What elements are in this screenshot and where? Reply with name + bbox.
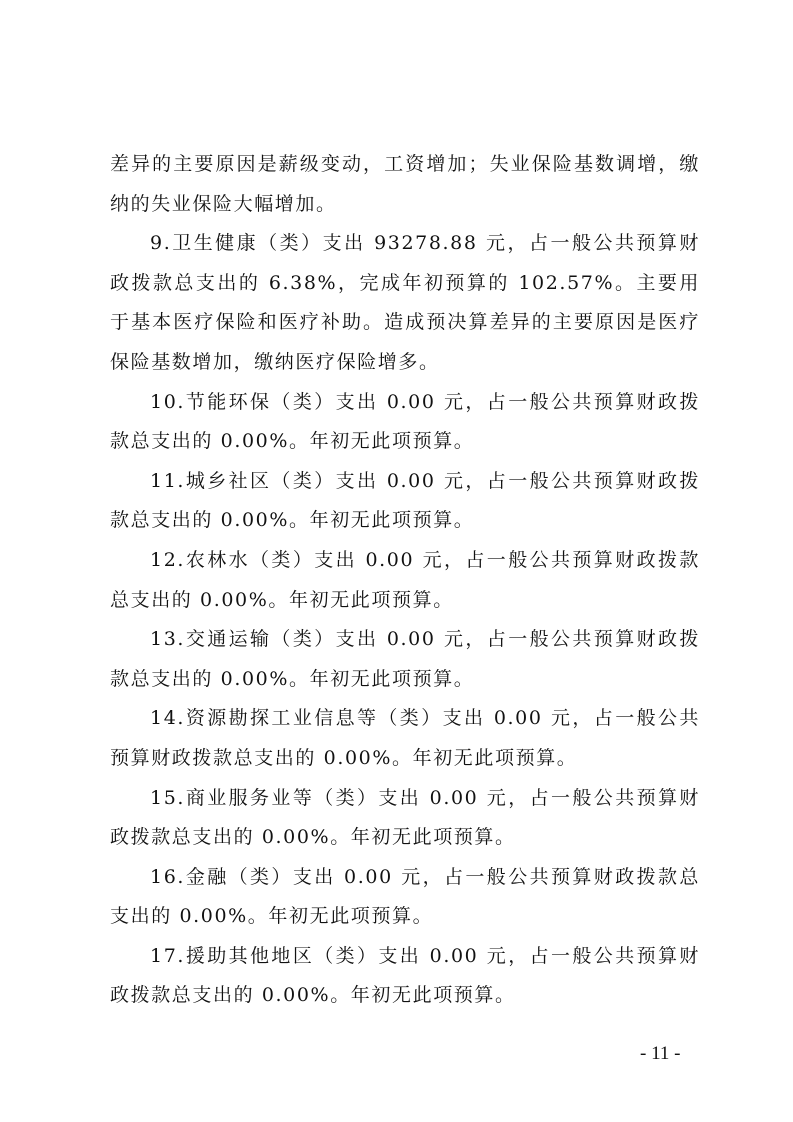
body-text bbox=[110, 145, 700, 1016]
paragraph-item-10: 10.节能环保（类）支出 0.00 元，占一般公共预算财政拨款总支出的 0.00%。年初无此项预算。 bbox=[110, 390, 700, 453]
paragraph-item-13: 13.交通运输（类）支出 0.00 元，占一般公共预算财政拨款总支出的 0.00%。年初无此项预算。 bbox=[110, 628, 700, 690]
paragraph-item-9: 9.卫生健康（类）支出 93278.88 元，占一般公共预算财政拨款总支出的 6.38%，完成年初预算的 102.57%。主要用于基本医疗保险和医疗补助。造成预决算差异的主要原因是医疗保险基数增加，缴纳医疗保险增多。 bbox=[110, 232, 700, 373]
page-number: - 11 - bbox=[640, 1043, 681, 1064]
paragraph-item-15: 15.商业服务业等（类）支出 0.00 元，占一般公共预算财政拨款总支出的 0.00%。年初无此项预算。 bbox=[110, 786, 700, 849]
paragraph-item-17: 17.援助其他地区（类）支出 0.00 元，占一般公共预算财政拨款总支出的 0.00%。年初无此项预算。 bbox=[110, 944, 700, 1007]
paragraph-item-16: 16.金融（类）支出 0.00 元，占一般公共预算财政拨款总支出的 0.00%。年初无此项预算。 bbox=[110, 865, 700, 928]
paragraph-item-11: 11.城乡社区（类）支出 0.00 元，占一般公共预算财政拨款总支出的 0.00%。年初无此项预算。 bbox=[110, 469, 700, 532]
paragraph-continuation: 差异的主要原因是薪级变动，工资增加；失业保险基数调增，缴纳的失业保险大幅增加。 bbox=[110, 153, 700, 215]
paragraph-item-14: 14.资源勘探工业信息等（类）支出 0.00 元，占一般公共预算财政拨款总支出的 0.00%。年初无此项预算。 bbox=[110, 707, 700, 769]
paragraph-item-12: 12.农林水（类）支出 0.00 元，占一般公共预算财政拨款总支出的 0.00%。年初无此项预算。 bbox=[110, 548, 700, 611]
